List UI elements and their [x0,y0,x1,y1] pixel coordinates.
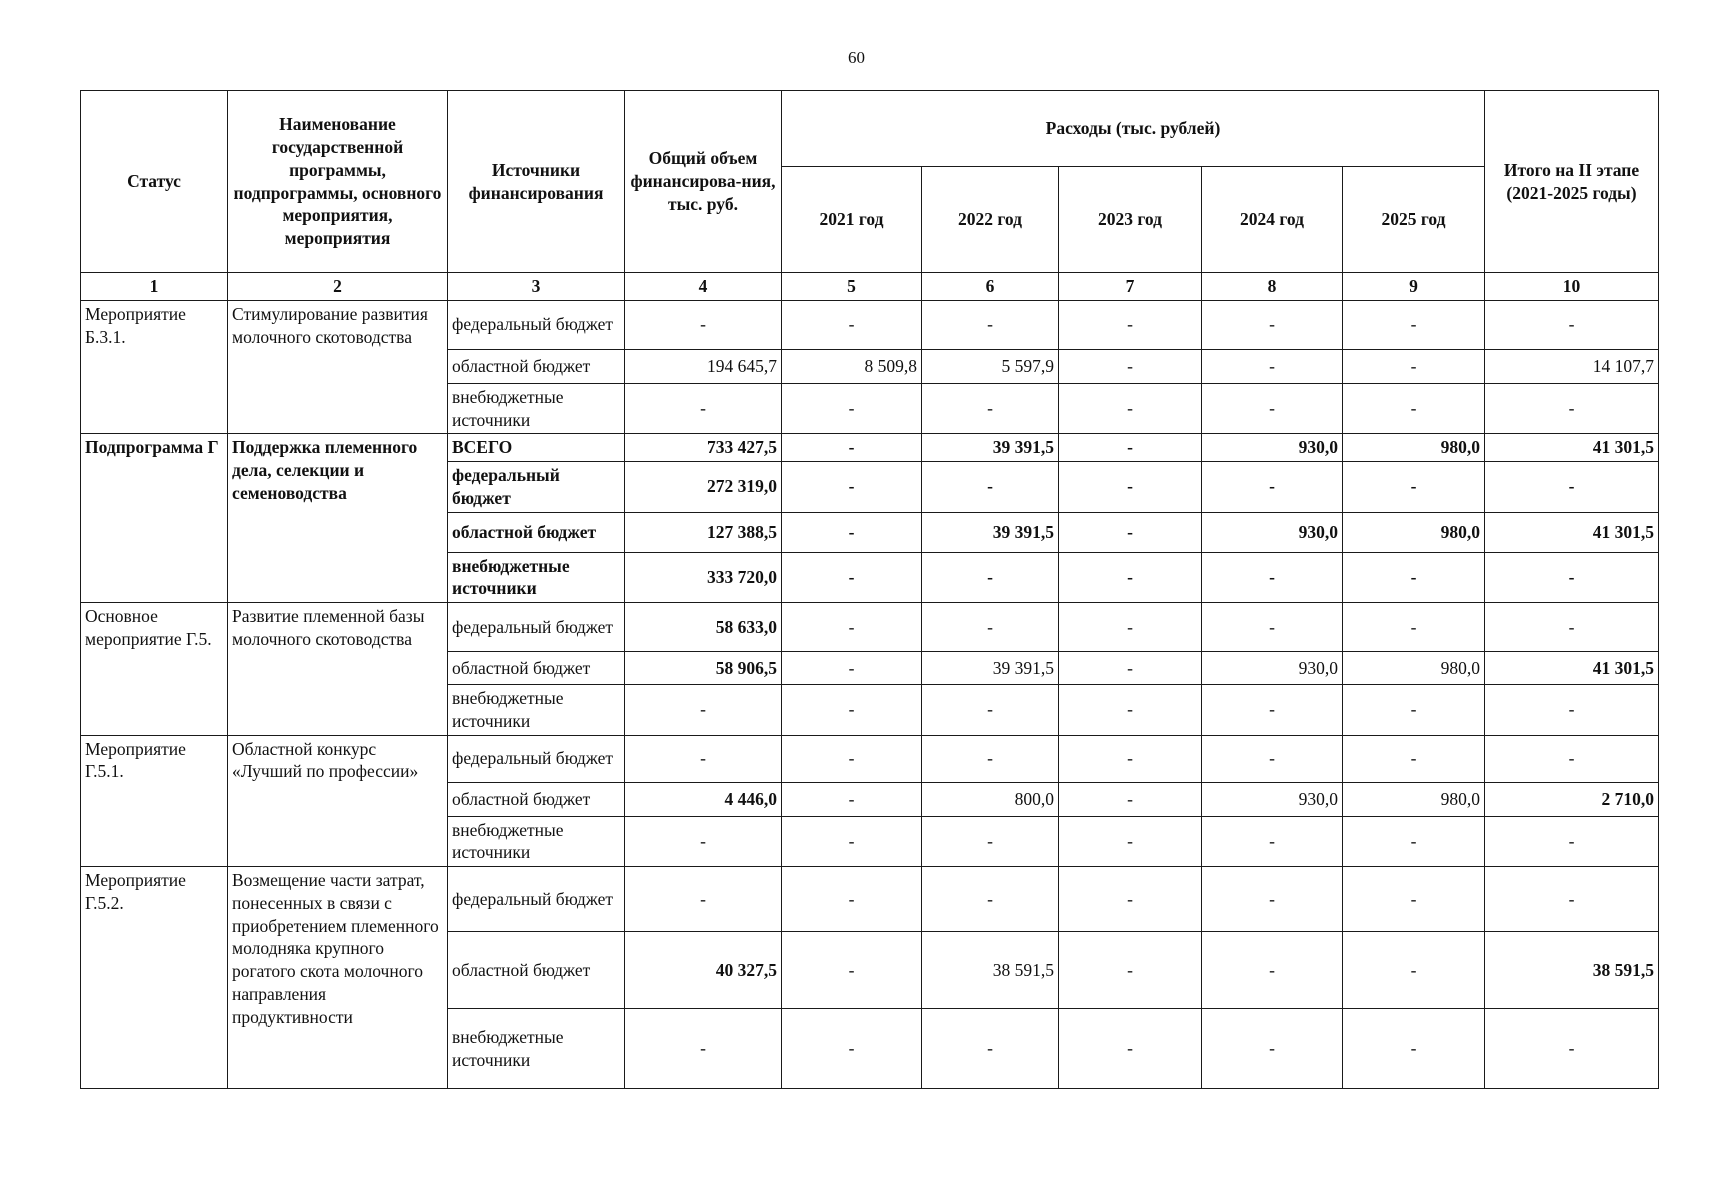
year-value-cell: - [922,1009,1059,1089]
year-value-cell: - [922,735,1059,782]
itogo-cell: - [1485,462,1659,513]
year-value-cell: - [1202,816,1343,867]
year-value-cell: - [782,552,922,603]
header-name: Наименование государственной программы, подпрограммы, основного мероприятия, мероприятия [228,91,448,273]
year-value-cell: 980,0 [1343,652,1485,685]
column-number: 3 [448,273,625,301]
year-value-cell: - [1202,552,1343,603]
itogo-cell: - [1485,1009,1659,1089]
status-cell: Мероприятие Г.5.1. [81,735,228,867]
year-value-cell: - [1059,462,1202,513]
program-name-cell: Возмещение части затрат, понесенных в связи с приобретением племенного молодняка крупного рогатого скота молочного направления продуктивности [228,867,448,1089]
year-value-cell: 38 591,5 [922,932,1059,1009]
year-value-cell: - [1343,349,1485,383]
year-value-cell: - [782,685,922,736]
column-number: 9 [1343,273,1485,301]
year-value-cell: 39 391,5 [922,434,1059,462]
itogo-cell: 41 301,5 [1485,652,1659,685]
year-value-cell: 980,0 [1343,782,1485,816]
total-volume-cell: 4 446,0 [625,782,782,816]
year-value-cell: 39 391,5 [922,652,1059,685]
source-cell: областной бюджет [448,782,625,816]
header-expenses: Расходы (тыс. рублей) [782,91,1485,167]
year-value-cell: - [782,867,922,932]
itogo-cell: 14 107,7 [1485,349,1659,383]
itogo-cell: - [1485,383,1659,434]
year-value-cell: - [1202,349,1343,383]
year-value-cell: - [1343,1009,1485,1089]
column-number-row [81,273,1659,301]
total-volume-cell: - [625,685,782,736]
program-name-cell: Областной конкурс «Лучший по профессии» [228,735,448,867]
itogo-cell: - [1485,867,1659,932]
financing-table [80,90,1659,1089]
year-value-cell: - [1059,434,1202,462]
itogo-cell: - [1485,735,1659,782]
column-number: 7 [1059,273,1202,301]
total-volume-cell: - [625,816,782,867]
column-number: 1 [81,273,228,301]
source-cell: областной бюджет [448,349,625,383]
year-value-cell: - [1343,552,1485,603]
table-row [81,867,1659,932]
year-value-cell: - [782,434,922,462]
source-cell: внебюджетные источники [448,383,625,434]
year-value-cell: - [782,1009,922,1089]
total-volume-cell: 58 906,5 [625,652,782,685]
year-value-cell: - [1343,932,1485,1009]
itogo-cell: 41 301,5 [1485,512,1659,552]
year-value-cell: - [782,462,922,513]
year-value-cell: - [1059,1009,1202,1089]
source-cell: внебюджетные источники [448,1009,625,1089]
source-cell: федеральный бюджет [448,867,625,932]
column-number: 2 [228,273,448,301]
year-value-cell: - [1059,552,1202,603]
year-value-cell: - [1202,867,1343,932]
total-volume-cell: 127 388,5 [625,512,782,552]
year-value-cell: - [782,782,922,816]
itogo-cell: 41 301,5 [1485,434,1659,462]
total-volume-cell: 333 720,0 [625,552,782,603]
year-value-cell: - [1343,300,1485,349]
total-volume-cell: - [625,867,782,932]
year-value-cell: - [922,383,1059,434]
year-value-cell: - [922,300,1059,349]
year-value-cell: - [1343,603,1485,652]
year-value-cell: 980,0 [1343,434,1485,462]
header-status: Статус [81,91,228,273]
source-cell: областной бюджет [448,512,625,552]
year-value-cell: - [922,462,1059,513]
header-total-volume: Общий объем финансирова-ния, тыс. руб. [625,91,782,273]
itogo-cell: - [1485,816,1659,867]
total-volume-cell: 733 427,5 [625,434,782,462]
year-value-cell: 8 509,8 [782,349,922,383]
year-value-cell: - [782,816,922,867]
table-row [81,603,1659,652]
program-name-cell: Развитие племенной базы молочного скотоводства [228,603,448,736]
year-value-cell: - [1343,867,1485,932]
year-value-cell: - [1343,462,1485,513]
itogo-cell: - [1485,300,1659,349]
column-number: 8 [1202,273,1343,301]
year-value-cell: - [1202,735,1343,782]
year-value-cell: - [1343,383,1485,434]
year-value-cell: - [1059,816,1202,867]
year-value-cell: - [1202,1009,1343,1089]
year-value-cell: 930,0 [1202,434,1343,462]
year-value-cell: - [782,383,922,434]
year-value-cell: - [1343,685,1485,736]
itogo-cell: - [1485,552,1659,603]
year-value-cell: - [1202,603,1343,652]
year-value-cell: - [1059,867,1202,932]
table-row [81,300,1659,349]
year-value-cell: - [1202,932,1343,1009]
source-cell: областной бюджет [448,932,625,1009]
itogo-cell: 2 710,0 [1485,782,1659,816]
status-cell: Мероприятие Б.3.1. [81,300,228,434]
year-value-cell: - [782,932,922,1009]
year-value-cell: - [1343,735,1485,782]
column-number: 6 [922,273,1059,301]
itogo-cell: - [1485,685,1659,736]
status-cell: Подпрограмма Г [81,434,228,603]
year-value-cell: - [922,603,1059,652]
year-value-cell: - [1059,932,1202,1009]
program-name-cell: Стимулирование развития молочного скотоводства [228,300,448,434]
source-cell: ВСЕГО [448,434,625,462]
total-volume-cell: - [625,300,782,349]
status-cell: Мероприятие Г.5.2. [81,867,228,1089]
year-value-cell: - [922,867,1059,932]
year-value-cell: 930,0 [1202,512,1343,552]
source-cell: федеральный бюджет [448,735,625,782]
column-number: 5 [782,273,922,301]
year-value-cell: - [1059,300,1202,349]
header-source: Источники финансирования [448,91,625,273]
page-number: 60 [848,48,865,67]
year-value-cell: - [1202,383,1343,434]
header-year-2023: 2023 год [1059,167,1202,273]
year-value-cell: 930,0 [1202,652,1343,685]
year-value-cell: 39 391,5 [922,512,1059,552]
year-value-cell: 5 597,9 [922,349,1059,383]
source-cell: федеральный бюджет [448,462,625,513]
year-value-cell: 930,0 [1202,782,1343,816]
source-cell: областной бюджет [448,652,625,685]
year-value-cell: - [782,652,922,685]
total-volume-cell: - [625,383,782,434]
year-value-cell: - [1202,300,1343,349]
year-value-cell: - [922,552,1059,603]
table-body [81,273,1659,1089]
year-value-cell: - [922,685,1059,736]
year-value-cell: - [782,603,922,652]
year-value-cell: - [1202,462,1343,513]
year-value-cell: - [782,735,922,782]
source-cell: федеральный бюджет [448,300,625,349]
total-volume-cell: 272 319,0 [625,462,782,513]
source-cell: внебюджетные источники [448,816,625,867]
year-value-cell: - [922,816,1059,867]
status-cell: Основное мероприятие Г.5. [81,603,228,736]
year-value-cell: - [1059,735,1202,782]
column-number: 10 [1485,273,1659,301]
year-value-cell: - [1059,512,1202,552]
table-row [81,735,1659,782]
year-value-cell: - [782,300,922,349]
total-volume-cell: - [625,1009,782,1089]
year-value-cell: - [782,512,922,552]
year-value-cell: 800,0 [922,782,1059,816]
year-value-cell: - [1059,782,1202,816]
header-itogo: Итого на II этапе (2021-2025 годы) [1485,91,1659,273]
total-volume-cell: 194 645,7 [625,349,782,383]
program-name-cell: Поддержка племенного дела, селекции и семеноводства [228,434,448,603]
itogo-cell: - [1485,603,1659,652]
year-value-cell: - [1059,349,1202,383]
total-volume-cell: - [625,735,782,782]
year-value-cell: - [1059,652,1202,685]
total-volume-cell: 40 327,5 [625,932,782,1009]
table-row [81,434,1659,462]
source-cell: федеральный бюджет [448,603,625,652]
year-value-cell: - [1059,685,1202,736]
year-value-cell: 980,0 [1343,512,1485,552]
header-year-2022: 2022 год [922,167,1059,273]
header-year-2025: 2025 год [1343,167,1485,273]
itogo-cell: 38 591,5 [1485,932,1659,1009]
source-cell: внебюджетные источники [448,685,625,736]
year-value-cell: - [1202,685,1343,736]
total-volume-cell: 58 633,0 [625,603,782,652]
header-year-2021: 2021 год [782,167,922,273]
year-value-cell: - [1059,383,1202,434]
year-value-cell: - [1059,603,1202,652]
header-year-2024: 2024 год [1202,167,1343,273]
column-number: 4 [625,273,782,301]
source-cell: внебюджетные источники [448,552,625,603]
year-value-cell: - [1343,816,1485,867]
header-row-1 [81,91,1659,167]
